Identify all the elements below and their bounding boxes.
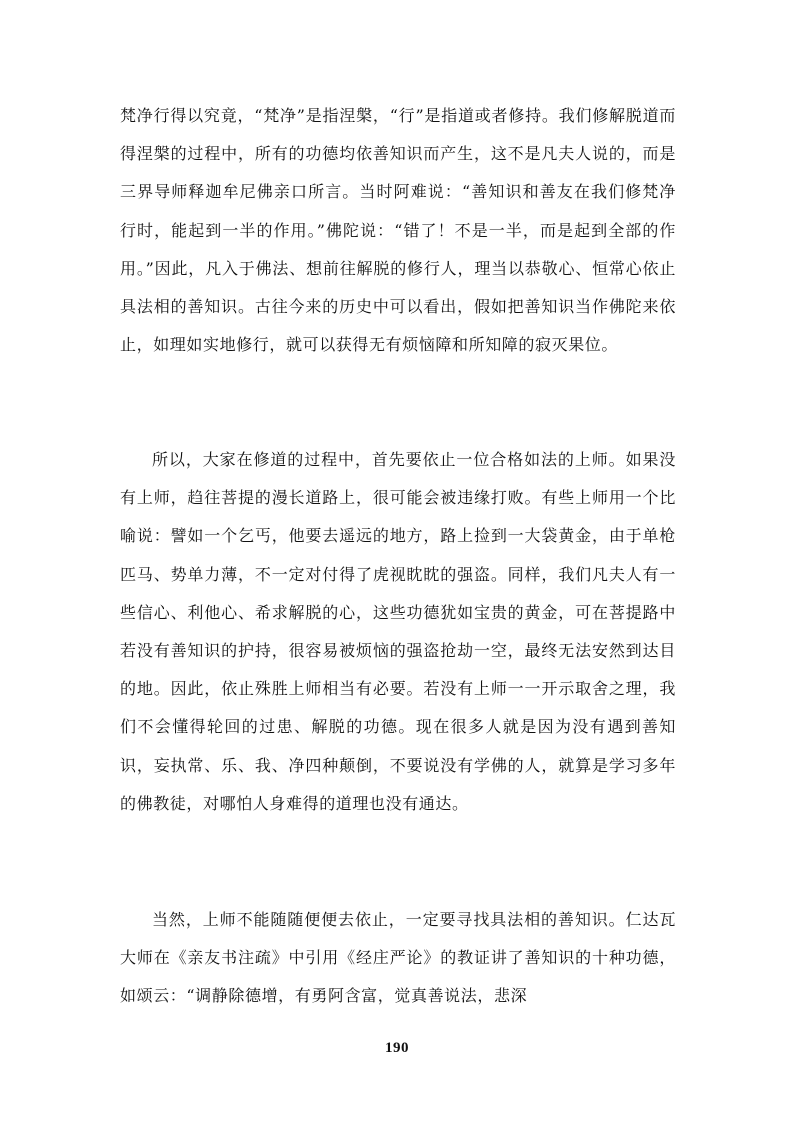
page-number: 190 <box>385 1040 409 1056</box>
paragraph-3: 当然，上师不能随随便便去依止，一定要寻找具法相的善知识。仁达瓦大师在《亲友书注疏》中引用《经庄严论》的教证讲了善知识的十种功德，如颂云：“调静除德增，有勇阿含富，觉真善说法，悲深 <box>120 910 676 1006</box>
paragraph-1: 梵净行得以究竟，“梵净”是指涅槃，“行”是指道或者修持。我们修解脱道而得涅槃的过程中，所有的功德均依善知识而产生，这不是凡夫人说的，而是三界导师释迦牟尼佛亲口所言。当时阿难说：“善知识和善友在我们修梵净行时，能起到一半的作用。”佛陀说：“错了！不是一半，而是起到全部的作用。”因此，凡入于佛法、想前往解脱的修行人，理当以恭敬心、恒常心依止具法相的善知识。古往今来的历史中可以看出，假如把善知识当作佛陀来依止，如理如实地修行，就可以获得无有烦恼障和所知障的寂灭果位。 <box>120 106 676 355</box>
paragraph-2: 所以，大家在修道的过程中，首先要依止一位合格如法的上师。如果没有上师，趋往菩提的漫长道路上，很可能会被违缘打败。有些上师用一个比喻说：譬如一个乞丐，他要去遥远的地方，路上捡到一大袋黄金，由于单枪匹马、势单力薄，不一定对付得了虎视眈眈的强盗。同样，我们凡夫人有一些信心、利他心、希求解脱的心，这些功德犹如宝贵的黄金，可在菩提路中若没有善知识的护持，很容易被烦恼的强盗抢劫一空，最终无法安然到达目的地。因此，依止殊胜上师相当有必要。若没有上师一一开示取舍之理，我们不会懂得轮回的过患、解脱的功德。现在很多人就是因为没有遇到善知识，妄执常、乐、我、净四种颠倒，不要说没有学佛的人，就算是学习多年的佛教徒，对哪怕人身难得的道理也没有通达。 <box>120 450 676 813</box>
